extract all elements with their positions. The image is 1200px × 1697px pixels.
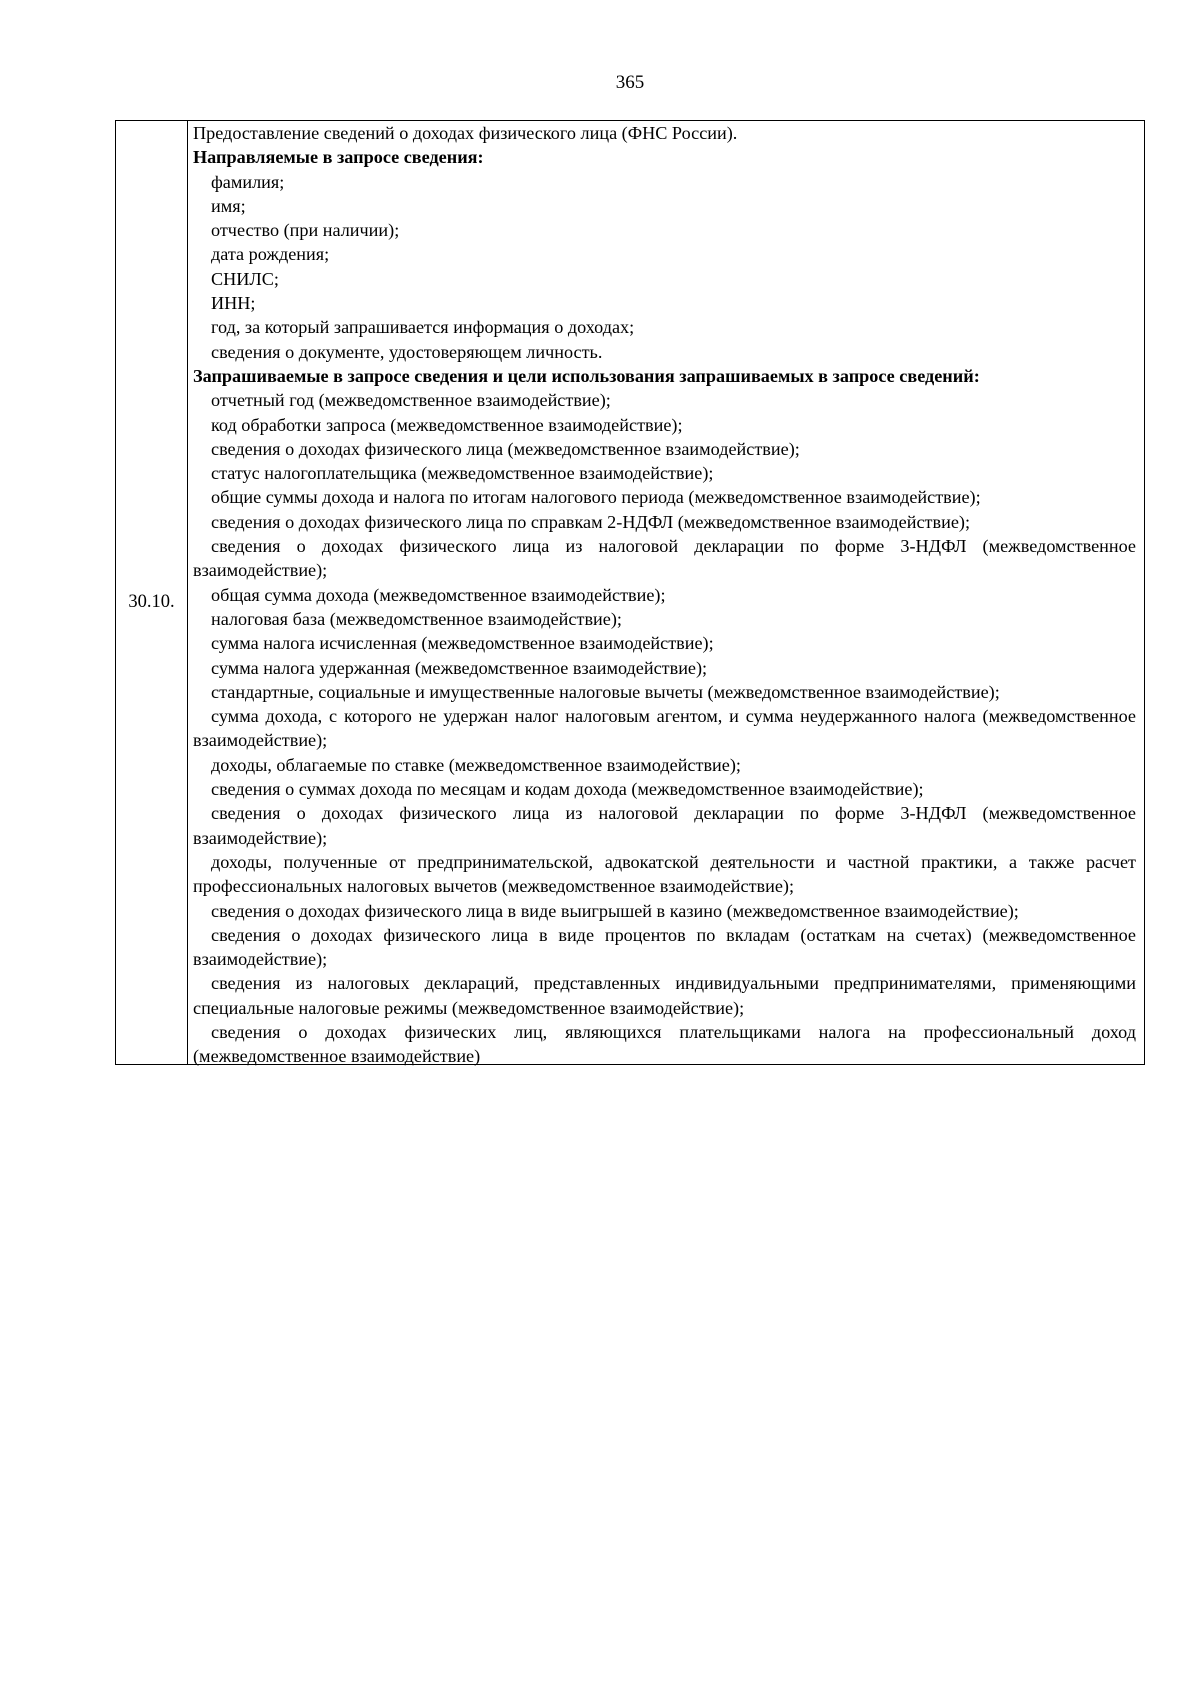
content-cell bbox=[188, 121, 1144, 1067]
list-item: налоговая база (межведомственное взаимодействие); bbox=[211, 608, 622, 629]
list-item: сведения о доходах физического лица (межведомственное взаимодействие); bbox=[211, 438, 800, 459]
list-item: общая сумма дохода (межведомственное взаимодействие); bbox=[211, 584, 666, 605]
requested-list bbox=[193, 388, 1136, 1068]
list-item: ИНН; bbox=[211, 293, 256, 314]
list-item: сведения о доходах физических лиц, являющихся плательщиками налога на профессиональный доход (межведомственное взаимодействие) bbox=[193, 1021, 1136, 1067]
list-item: год, за который запрашивается информация о доходах; bbox=[211, 317, 635, 338]
list-item: дата рождения; bbox=[211, 244, 330, 265]
list-item: сведения о доходах физического лица в виде выигрышей в казино (межведомственное взаимодействие); bbox=[211, 900, 1019, 921]
list-item: сведения о доходах физического лица из налоговой декларации по форме 3-НДФЛ (межведомственное взаимодействие); bbox=[193, 803, 1136, 848]
list-item: статус налогоплательщика (межведомственное взаимодействие); bbox=[211, 463, 714, 484]
list-item: сведения о доходах физического лица в виде процентов по вкладам (остаткам на счетах) (межведомственное взаимодействие); bbox=[193, 924, 1136, 970]
sent-list bbox=[193, 170, 1136, 364]
list-item: общие суммы дохода и налога по итогам налогового периода (межведомственное взаимодействие); bbox=[211, 487, 981, 508]
list-item: сведения о документе, удостоверяющем личность. bbox=[211, 341, 603, 362]
list-item: отчетный год (межведомственное взаимодействие); bbox=[211, 390, 611, 411]
list-item: сведения о суммах дохода по месяцам и кодам дохода (межведомственное взаимодействие); bbox=[211, 779, 924, 800]
list-item: фамилия; bbox=[211, 171, 285, 192]
page-number: 365 bbox=[615, 72, 645, 93]
list-item: сведения из налоговых деклараций, представленных индивидуальными предпринимателями, применяющими специальные налоговые режимы (межведомственное взаимодействие); bbox=[193, 973, 1136, 1018]
list-item: код обработки запроса (межведомственное взаимодействие); bbox=[211, 414, 683, 435]
list-item: сумма налога удержанная (межведомственное взаимодействие); bbox=[211, 657, 708, 678]
list-item: стандартные, социальные и имущественные налоговые вычеты (межведомственное взаимодействие); bbox=[211, 681, 1000, 702]
row-number-cell: 30.10. bbox=[116, 121, 188, 1064]
sent-heading: Направляемые в запросе сведения: bbox=[193, 147, 484, 168]
list-item: сумма дохода, с которого не удержан налог налоговым агентом, и сумма неудержанного налога (межведомственное взаимодействие); bbox=[193, 706, 1136, 751]
list-item: сведения о доходах физического лица из налоговой декларации по форме 3-НДФЛ (межведомственное взаимодействие); bbox=[193, 536, 1136, 581]
list-item: сведения о доходах физического лица по справкам 2-НДФЛ (межведомственное взаимодействие); bbox=[211, 511, 970, 532]
document-table bbox=[115, 120, 1145, 1065]
list-item: имя; bbox=[211, 195, 246, 216]
list-item: отчество (при наличии); bbox=[211, 220, 400, 241]
service-title: Предоставление сведений о доходах физического лица (ФНС России). bbox=[193, 123, 738, 143]
list-item: СНИЛС; bbox=[211, 268, 279, 289]
requested-heading: Запрашиваемые в запросе сведения и цели использования запрашиваемых в запросе сведений: bbox=[193, 365, 980, 386]
list-item: доходы, облагаемые по ставке (межведомственное взаимодействие); bbox=[211, 754, 741, 775]
list-item: доходы, полученные от предпринимательской, адвокатской деятельности и частной практики, а также расчет профессиональных налоговых вычетов (межведомственное взаимодействие); bbox=[193, 851, 1136, 897]
list-item: сумма налога исчисленная (межведомственное взаимодействие); bbox=[211, 633, 714, 654]
